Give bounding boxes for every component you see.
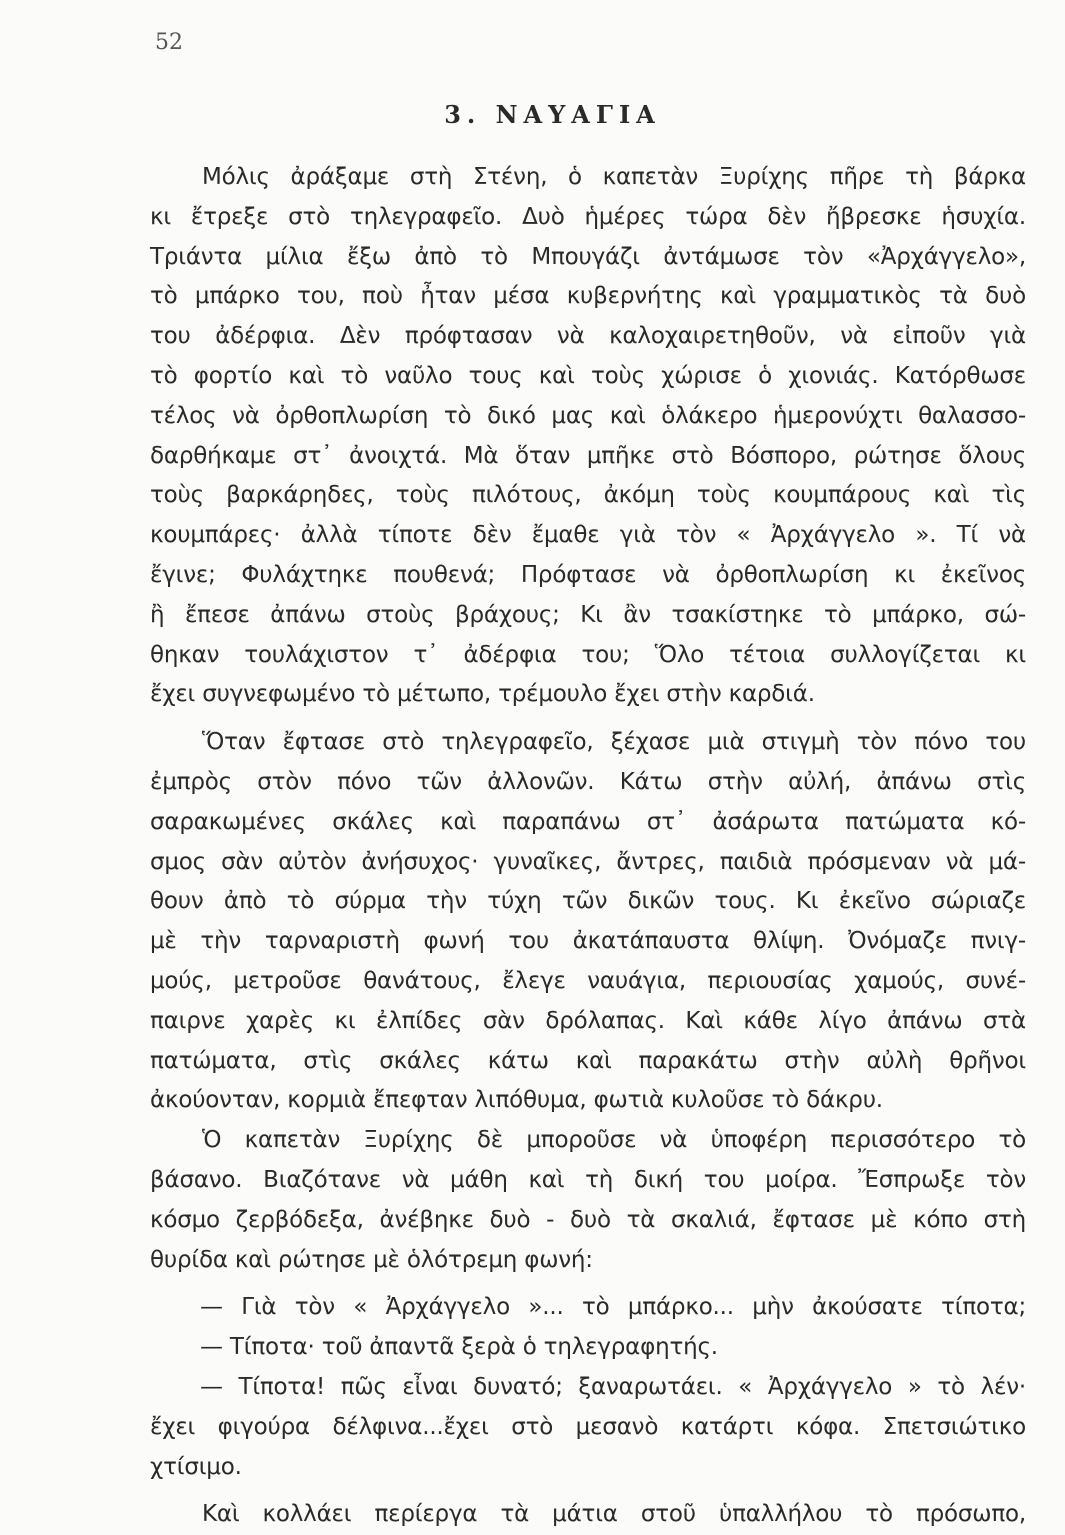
dialogue-line: — Τίποτα· τοῦ ἀπαντᾶ ξερὰ ὁ τηλεγραφητής. [200, 1334, 718, 1361]
text-line: τὸ φορτίο καὶ τὸ ναῦλο τους καὶ τοὺς χώρισε ὁ χιονιάς. Κατόρθωσε [150, 362, 1026, 389]
text-line: σμος σὰν αὐτὸν ἀνήσυχος· γυναῖκες, ἄντρες, παιδιὰ πρόσμεναν νὰ μά- [150, 848, 1026, 875]
text-line: κι ἔτρεξε στὸ τηλεγραφεῖο. Δυὸ ἡμέρες τώρα δὲν ἤβρεσκε ἡσυχία. [150, 203, 1026, 230]
text-line: σαρακωμένες σκάλες καὶ παραπάνω στ᾿ ἀσάρωτα πατώματα κό- [150, 808, 1026, 835]
text-line: τέλος νὰ ὀρθοπλωρίση τὸ δικό μας καὶ ὁλάκερο ἡμερονύχτι θαλασσο- [150, 402, 1026, 429]
text-line: Ὁ καπετὰν Ξυρίχης δὲ μποροῦσε νὰ ὑποφέρη περισσότερο τὸ [202, 1127, 1026, 1154]
text-line: Μόλις ἀράξαμε στὴ Στένη, ὁ καπετὰν Ξυρίχης πῆρε τὴ βάρκα [202, 164, 1026, 190]
text-line: του ἀδέρφια. Δὲν πρόφτασαν νὰ καλοχαιρετηθοῦν, νὰ εἰποῦν γιὰ [150, 323, 1026, 350]
text-line: Τριάντα μίλια ἔξω ἀπὸ τὸ Μπουγάζι ἀντάμωσε τὸν «Ἀρχάγγελο», [150, 243, 1026, 270]
page-number: 52 [155, 30, 183, 55]
text-line: Ὅταν ἔφτασε στὸ τηλεγραφεῖο, ξέχασε μιὰ στιγμὴ τὸν πόνο του [202, 729, 1026, 756]
text-line: παιρνε χαρὲς κι ἐλπίδες σὰν δρόλαπας. Καὶ κάθε λίγο ἀπάνω στὰ [150, 1007, 1026, 1034]
text-line: τοὺς βαρκάρηδες, τοὺς πιλότους, ἀκόμη τοὺς κουμπάρους καὶ τὶς [150, 482, 1026, 509]
text-line: μὲ τὴν ταρναριστὴ φωνή του ἀκατάπαυστα θλίψη. Ὀνόμαζε πνιγ- [150, 928, 1026, 955]
text-line: τὸ μπάρκο του, ποὺ ἦταν μέσα κυβερνήτης καὶ γραμματικὸς τὰ δυὸ [150, 283, 1026, 310]
text-line: ἐμπρὸς στὸν πόνο τῶν ἀλλονῶν. Κάτω στὴν αὐλή, ἀπάνω στὶς [150, 768, 1026, 795]
text-line: κόσμο ζερβόδεξα, ἀνέβηκε δυὸ - δυὸ τὰ σκαλιά, ἔφτασε μὲ κόπο στὴ [150, 1206, 1026, 1233]
dialogue-line: — Τίποτα! πῶς εἶναι δυνατό; ξαναρωτάει. « Ἀρχάγγελο » τὸ λέν· [200, 1373, 1026, 1400]
text-line: χτίσιμο. [150, 1453, 242, 1480]
dialogue-line: — Γιὰ τὸν « Ἀρχάγγελο »... τὸ μπάρκο... μὴν ἀκούσατε τίποτα; [200, 1294, 1026, 1321]
text-line: μούς, μετροῦσε θανάτους, ἔλεγε ναυάγια, περιουσίας χαμούς, συνέ- [150, 967, 1026, 994]
text-line: Καὶ κολλάει περίεργα τὰ μάτια στοῦ ὑπαλλήλου τὸ πρόσωπο, [202, 1501, 1026, 1528]
text-line: κουμπάρες· ἀλλὰ τίποτε δὲν ἔμαθε γιὰ τὸν « Ἀρχάγγελο ». Τί νὰ [150, 522, 1026, 549]
text-line: θυρίδα καὶ ρώτησε μὲ ὁλότρεμη φωνή: [150, 1246, 593, 1273]
text-line: ἢ ἔπεσε ἀπάνω στοὺς βράχους; Κι ἂν τσακίστηκε τὸ μπάρκο, σώ- [150, 601, 1026, 628]
body-text [150, 158, 1026, 1535]
text-line: ἔχει συγνεφωμένο τὸ μέτωπο, τρέμουλο ἔχει στὴν καρδιά. [150, 681, 815, 708]
text-line: ἔγινε; Φυλάχτηκε πουθενά; Πρόφτασε νὰ ὀρθοπλωρίση κι ἐκεῖνος [150, 561, 1026, 588]
text-line: ἔχει φιγούρα δέλφινα...ἔχει στὸ μεσανὸ κατάρτι κόφα. Σπετσιώτικο [150, 1413, 1026, 1440]
text-line: θηκαν τουλάχιστον τ᾿ ἀδέρφια του; Ὅλο τέτοια συλλογίζεται κι [150, 641, 1026, 668]
text-line: ἀκούονταν, κορμιὰ ἔπεφταν λιπόθυμα, φωτιὰ κυλοῦσε τὸ δάκρυ. [150, 1087, 883, 1114]
text-line: δαρθήκαμε στ᾿ ἀνοιχτά. Μὰ ὅταν μπῆκε στὸ Βόσπορο, ρώτησε ὅλους [150, 442, 1026, 469]
chapter-title: 3. ΝΑΥΑΓΙΑ [444, 100, 661, 129]
text-line: θουν ἀπὸ τὸ σύρμα τὴν τύχη τῶν δικῶν τους. Κι ἐκεῖνο σώριαζε [150, 888, 1026, 915]
text-line: πατώματα, στὶς σκάλες κάτω καὶ παρακάτω στὴν αὐλὴ θρῆνοι [150, 1047, 1026, 1074]
text-line: βάσανο. Βιαζότανε νὰ μάθη καὶ τὴ δική του μοίρα. Ἔσπρωξε τὸν [150, 1166, 1026, 1193]
